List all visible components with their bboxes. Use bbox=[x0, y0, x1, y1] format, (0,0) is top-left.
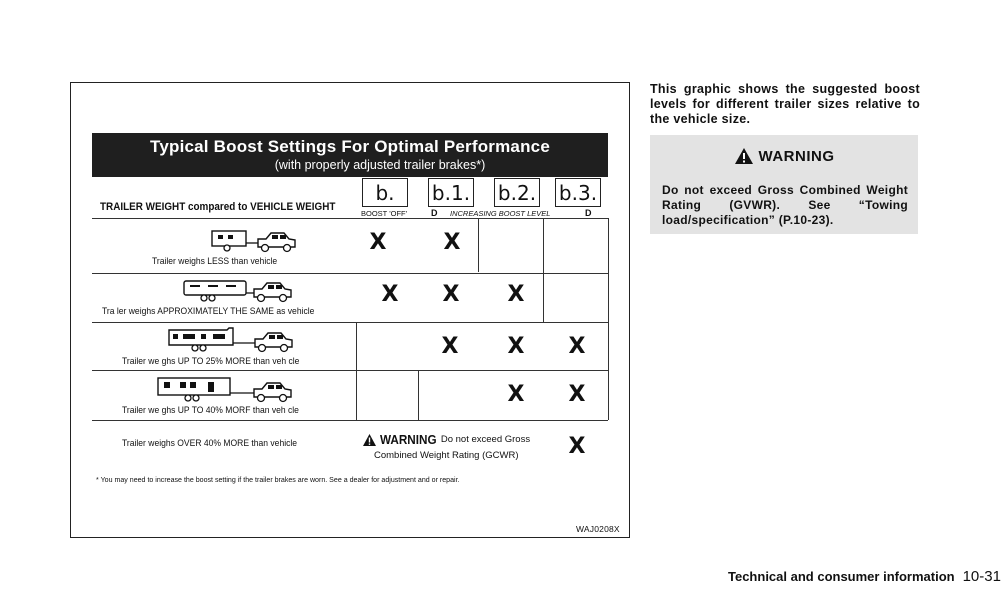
page-number: 10-31 bbox=[962, 568, 1001, 585]
figure-warning-word: WARNING bbox=[380, 432, 437, 447]
table-rule bbox=[92, 322, 608, 323]
table-rule bbox=[92, 370, 608, 371]
boost-mark-b3: X bbox=[568, 334, 586, 359]
level-box-b3: b.3. bbox=[555, 178, 601, 207]
warning-triangle-icon bbox=[734, 147, 754, 165]
small-trailer-vehicle-icon bbox=[210, 228, 298, 254]
trailer-weight-label: TRAILER WEIGHT compared to VEHICLE WEIGHT bbox=[100, 201, 336, 213]
figure-code: WAJ0208X bbox=[576, 524, 620, 534]
level-box-b: b. bbox=[362, 178, 408, 207]
boost-mark-b1: X bbox=[443, 230, 461, 255]
warning-panel bbox=[650, 135, 918, 234]
boost-mark-b2: X bbox=[507, 382, 525, 407]
increasing-boost-label: INCREASING BOOST LEVEL bbox=[450, 209, 551, 218]
table-rule bbox=[478, 218, 479, 272]
table-rule bbox=[92, 420, 608, 421]
arrow-right-icon: D bbox=[585, 208, 592, 218]
row-caption: Trailer we ghs UP TO 25% MORE than veh cle bbox=[122, 356, 300, 367]
table-rule bbox=[356, 322, 357, 420]
figure-banner bbox=[92, 133, 608, 177]
boost-mark-b3: X bbox=[568, 434, 586, 459]
boost-mark-b2: X bbox=[507, 334, 525, 359]
large-trailer-vehicle-icon bbox=[167, 326, 295, 354]
boost-mark-b1: X bbox=[442, 282, 460, 307]
row-caption: Trailer we ghs UP TO 40% MORF than veh cle bbox=[122, 405, 299, 416]
figure-footnote: * You may need to increase the boost setting if the trailer brakes are worn. See a dealer for adjustment and or repair. bbox=[96, 475, 460, 484]
boost-mark-b: X bbox=[369, 230, 387, 255]
figure-warning-line1: Do not exceed Gross bbox=[440, 434, 531, 445]
section-title: Technical and consumer information bbox=[728, 569, 955, 584]
extra-large-trailer-vehicle-icon bbox=[156, 374, 294, 404]
boost-mark-b2: X bbox=[507, 282, 525, 307]
intro-paragraph: This graphic shows the suggested boost levels for different trailer sizes relative to the vehicle size. bbox=[650, 82, 920, 126]
warning-text: Do not exceed Gross Combined Weight Rating (GVWR). See “Towing load/specification” (P.10-23). bbox=[662, 183, 908, 227]
boost-off-label: BOOST 'OFF' bbox=[361, 209, 408, 218]
row-caption: Trailer weighs OVER 40% MORE than vehicle bbox=[122, 438, 298, 449]
table-rule bbox=[543, 218, 544, 322]
table-rule bbox=[418, 370, 419, 420]
figure-warning-line2: Combined Weight Rating (GCWR) bbox=[374, 450, 519, 461]
table-rule bbox=[92, 218, 608, 219]
table-rule bbox=[92, 273, 608, 274]
table-rule bbox=[608, 218, 609, 420]
page-footer bbox=[728, 568, 1001, 585]
warning-triangle-icon bbox=[362, 433, 377, 447]
figure-warning bbox=[362, 432, 547, 461]
figure-subtitle: (with properly adjusted trailer brakes*) bbox=[274, 158, 486, 172]
level-box-b2: b.2. bbox=[494, 178, 540, 207]
figure-title: Typical Boost Settings For Optimal Performance bbox=[150, 137, 550, 156]
warning-heading: WARNING bbox=[758, 147, 835, 165]
row-caption: Tra ler weighs APPROXIMATELY THE SAME as vehicle bbox=[102, 306, 315, 317]
medium-trailer-vehicle-icon bbox=[182, 278, 294, 304]
boost-mark-b3: X bbox=[568, 382, 586, 407]
boost-mark-b: X bbox=[381, 282, 399, 307]
boost-mark-b1: X bbox=[441, 334, 459, 359]
arrow-right-icon: D bbox=[431, 208, 438, 218]
row-caption: Trailer weighs LESS than vehicle bbox=[152, 256, 278, 267]
level-box-b1: b.1. bbox=[428, 178, 474, 207]
